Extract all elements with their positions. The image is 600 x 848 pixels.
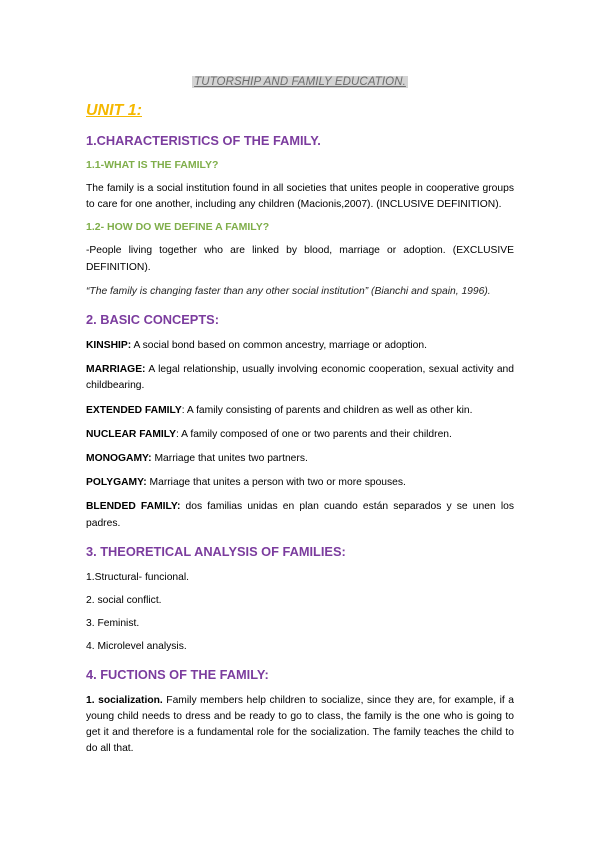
concept-term: NUCLEAR FAMILY — [86, 428, 177, 440]
family-definition-exclusive: -People living together who are linked by blood, marriage or adoption. (EXCLUSIVE DEFINITION). — [86, 245, 514, 273]
concept-term: EXTENDED FAMILY — [86, 404, 182, 416]
concept-text: dos familias unidas en plan cuando están separados y se unen los padres. — [86, 501, 514, 529]
concept-text: : A family composed of one or two parents and their children. — [176, 428, 452, 440]
function-text: Family members help children to socialize, since they are, for example, if a young child needs to dress and be ready to go to class, the family is the one who is going to get it and therefore is a fundamental role for the socialization. The family teaches the child to do all that. — [86, 694, 514, 755]
concept-extended-family — [86, 403, 514, 419]
concept-polygamy — [86, 475, 514, 491]
section-1-heading: 1.CHARACTERISTICS OF THE FAMILY. — [86, 133, 321, 148]
concept-text: : A family consisting of parents and children as well as other kin. — [181, 404, 473, 416]
concept-nuclear-family — [86, 427, 514, 443]
list-item: 3. Feminist. — [86, 617, 140, 629]
function-socialization — [86, 693, 514, 758]
concept-kinship — [86, 338, 514, 354]
subsection-1-1-heading: 1.1-WHAT IS THE FAMILY? — [86, 159, 219, 171]
concept-term: MARRIAGE: — [86, 364, 146, 376]
concept-text: Marriage that unites a person with two or more spouses. — [146, 477, 406, 489]
family-definition-inclusive: The family is a social institution found in all societies that unites people in cooperative groups to care for one another, including any children (Macionis,2007). (INCLUSIVE DEFINITION). — [86, 183, 514, 211]
concept-monogamy — [86, 451, 514, 467]
subsection-1-2-heading: 1.2- HOW DO WE DEFINE A FAMILY? — [86, 221, 270, 234]
list-item: 1.Structural- funcional. — [86, 571, 190, 583]
unit-heading: UNIT 1: — [86, 102, 142, 119]
concept-term: KINSHIP: — [86, 340, 132, 352]
title-wrap — [86, 72, 514, 90]
family-quote: “The family is changing faster than any other social institution” (Bianchi and spain, 1996). — [86, 285, 491, 297]
section-3-heading: 3. THEORETICAL ANALYSIS OF FAMILIES: — [86, 543, 346, 559]
document-title: TUTORSHIP AND FAMILY EDUCATION. — [194, 76, 406, 88]
concept-marriage — [86, 362, 514, 394]
list-item: 4. Microlevel analysis. — [86, 640, 187, 652]
concept-term: POLYGAMY: — [86, 477, 147, 489]
concept-text: Marriage that unites two partners. — [151, 453, 308, 465]
concept-term: MONOGAMY: — [86, 453, 152, 465]
concept-term: BLENDED FAMILY: — [86, 501, 181, 513]
concept-text: A social bond based on common ancestry, marriage or adoption. — [131, 340, 427, 352]
function-term: 1. socialization. — [86, 694, 163, 706]
concept-blended-family — [86, 499, 514, 531]
list-item: 2. social conflict. — [86, 594, 162, 606]
concept-text: A legal relationship, usually involving economic cooperation, sexual activity and childbearing. — [86, 364, 514, 392]
section-2-heading: 2. BASIC CONCEPTS: — [86, 312, 219, 328]
section-4-heading: 4. FUCTIONS OF THE FAMILY: — [86, 666, 269, 682]
